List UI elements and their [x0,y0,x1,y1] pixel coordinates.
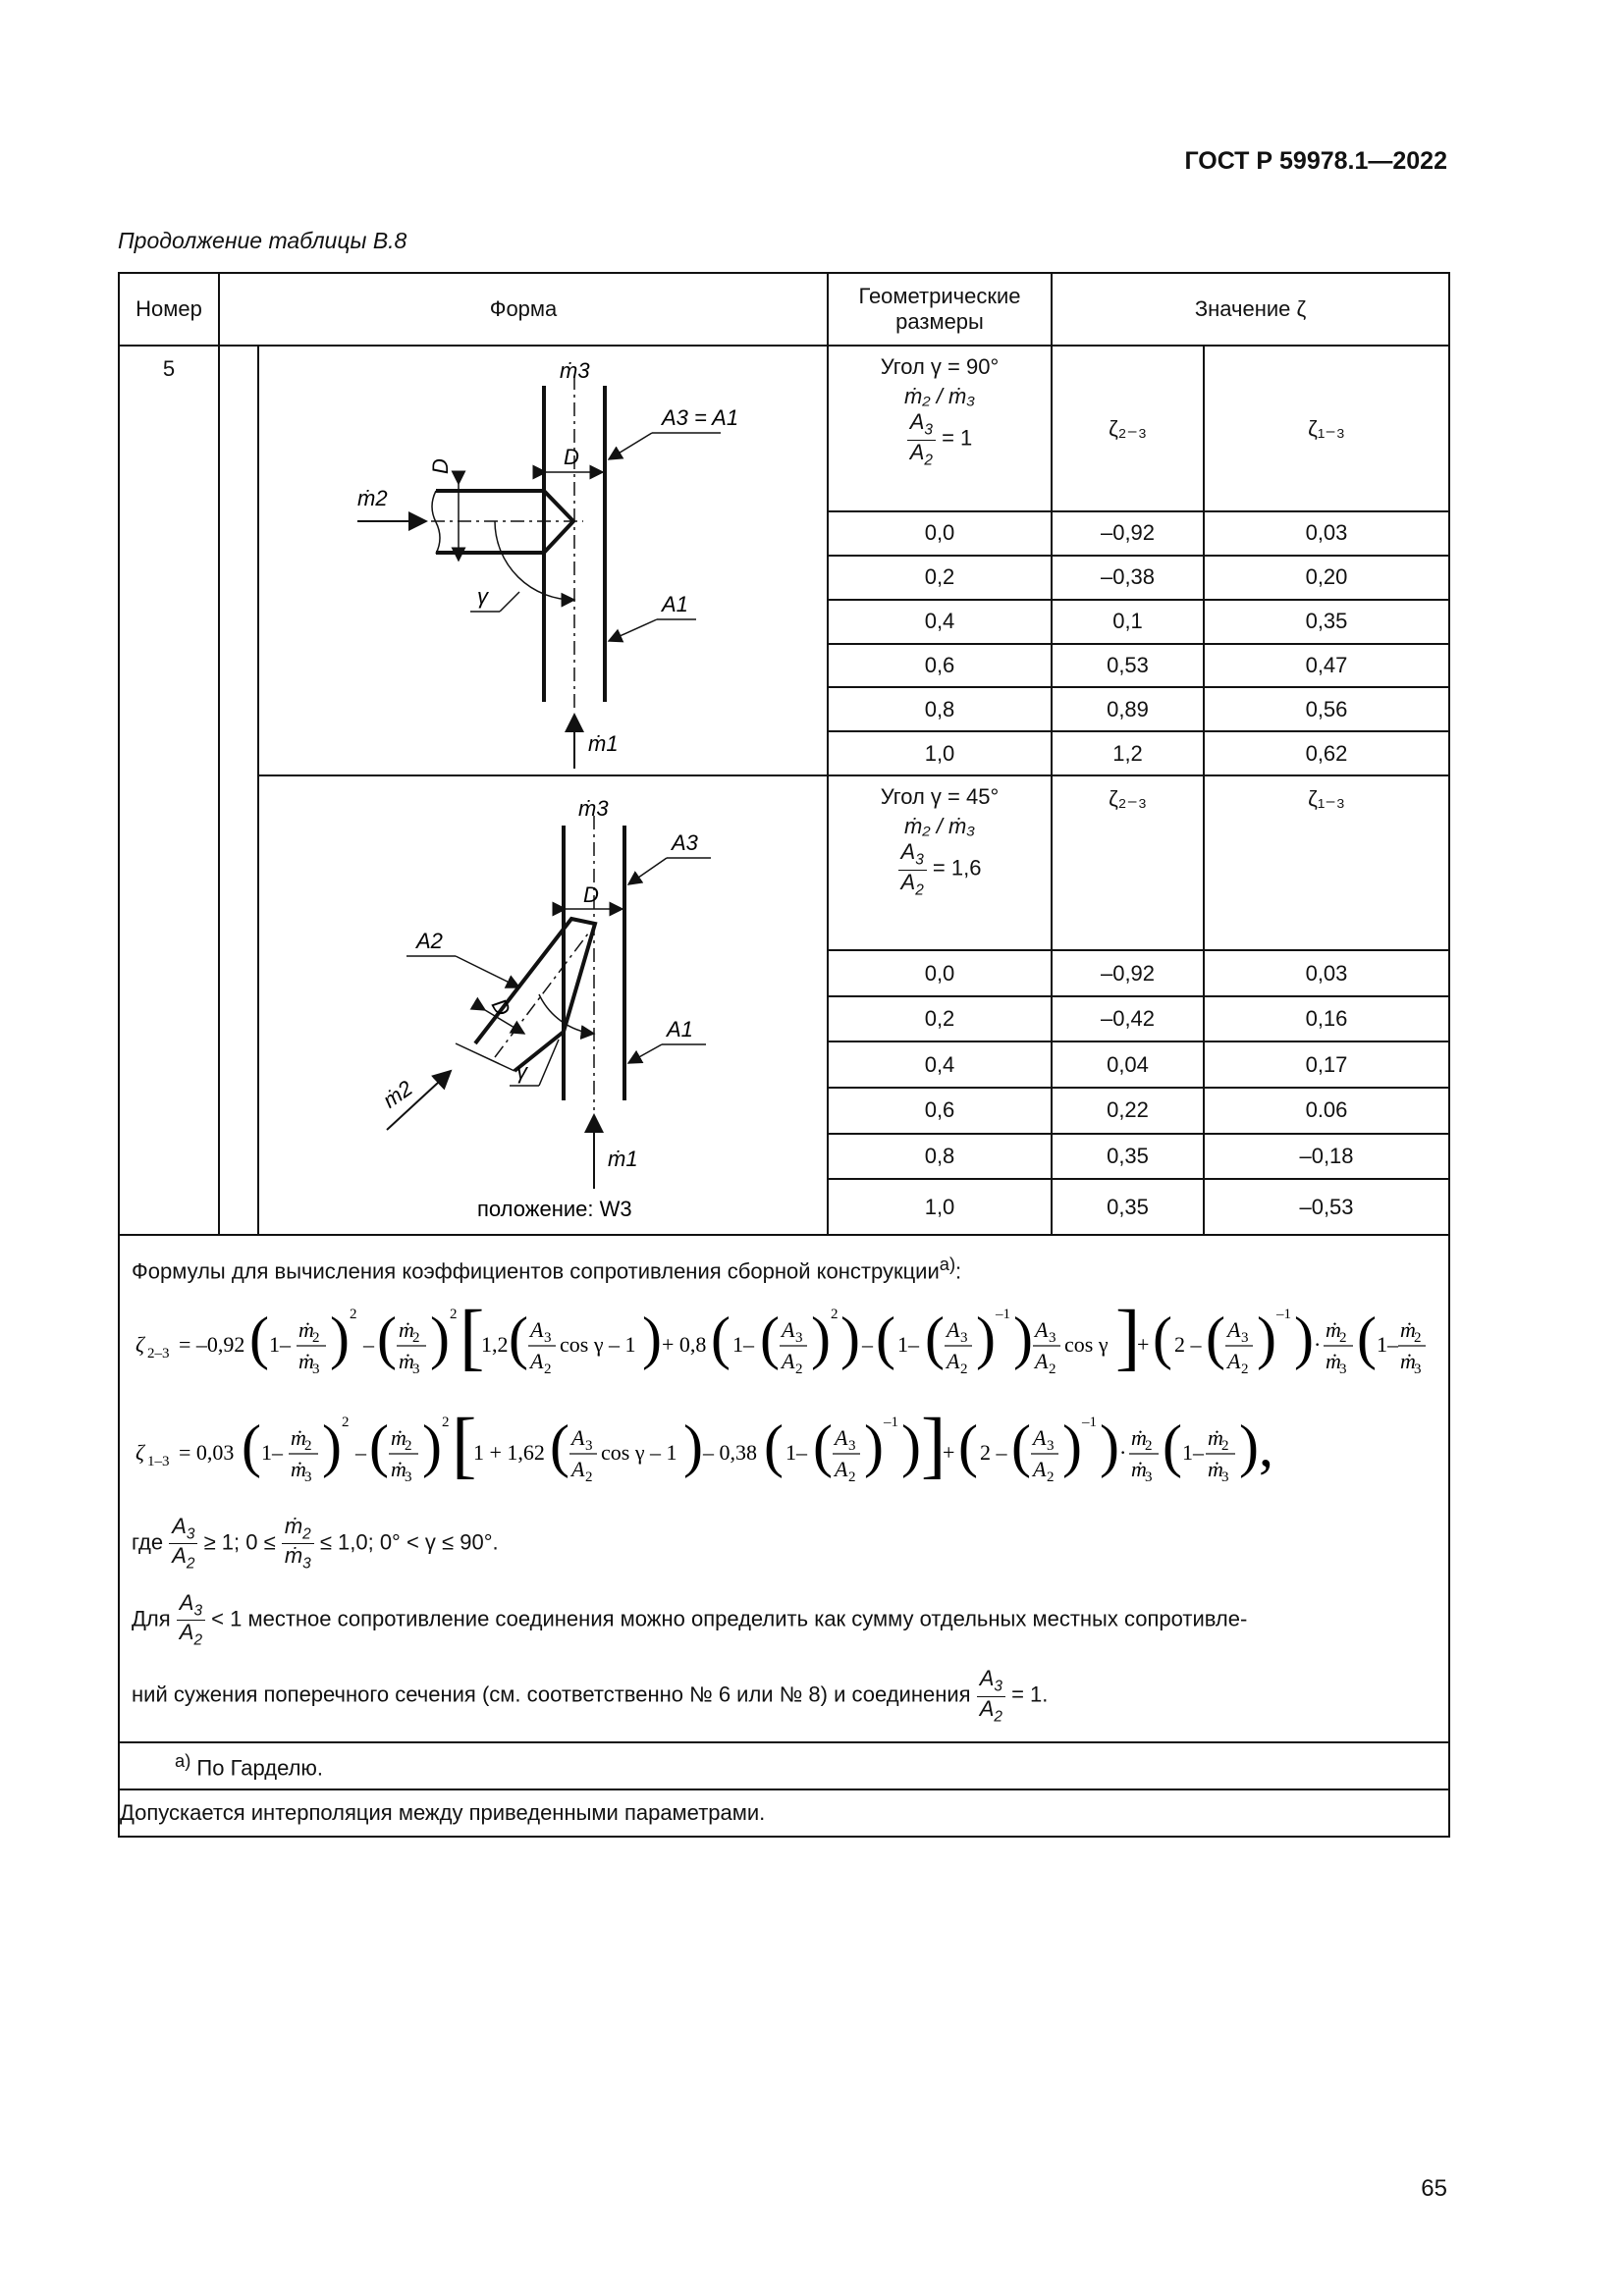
col-header-zeta: Значение ζ [1052,273,1449,346]
svg-text:ṁ: ṁ [391,1425,406,1451]
svg-text:1–: 1– [269,1332,291,1358]
dlya-tail: < 1 местное сопротивление соединения можно определить как сумму отдельных местных сопротивле- [211,1606,1248,1631]
svg-text:A: A [571,1425,585,1451]
svg-text:ṁ: ṁ [399,1349,414,1374]
fig2-m1-label: ṁ1 [608,1147,638,1171]
where-mass-fraction: $\frac{ṁ_2}{ṁ_3}$ [282,1515,314,1574]
cell-x: 0,8 [828,1134,1052,1180]
svg-text:): ) [422,1414,442,1479]
svg-text:): ) [430,1306,450,1371]
svg-text:2: 2 [1241,1362,1249,1378]
svg-text:A: A [1033,1425,1047,1451]
svg-text:): ) [840,1306,860,1371]
svg-text:1 + 1,62: 1 + 1,62 [473,1440,545,1466]
svg-text:2: 2 [342,1415,350,1431]
block2-zeta13-header: ζ₁₋₃ [1204,775,1449,950]
fig2-m3-label: ṁ3 [578,796,609,821]
fig2-a2-label: A2 [416,929,443,953]
svg-text:–: – [363,1332,374,1358]
cell-x: 1,0 [828,1179,1052,1235]
svg-text:3: 3 [795,1330,803,1347]
svg-text:ṁ: ṁ [1208,1425,1223,1451]
svg-text:ṁ: ṁ [291,1457,306,1482]
svg-text:(: ( [249,1306,269,1371]
svg-text:2–3: 2–3 [147,1346,170,1362]
svg-text:A: A [782,1317,795,1343]
svg-text:): ) [1100,1414,1119,1479]
block1-zeta23-header: ζ₂₋₃ [1052,346,1204,511]
svg-text:2: 2 [831,1307,839,1323]
svg-text:(: ( [760,1306,780,1371]
svg-text:A: A [1035,1317,1049,1343]
tee-45-diagram [259,776,829,1228]
fig2-gamma-label: γ [516,1059,527,1084]
svg-text:2: 2 [312,1330,320,1347]
page-number: 65 [1421,2175,1447,2202]
where-clause [132,1515,1436,1574]
block2-area-fraction: $\frac{A_3}{A_2}$ [898,840,927,899]
footnote-mark: а) [175,1750,191,1772]
svg-text:2: 2 [405,1438,412,1455]
figure-tee-90 [258,346,828,775]
zeta23-formula [132,1293,1437,1401]
svg-text:(: ( [242,1414,261,1479]
svg-text:A: A [571,1457,585,1482]
cell-z23: –0,42 [1052,996,1204,1042]
block2-angle: Угол γ = 45° [880,784,1000,809]
svg-text:ṁ: ṁ [1208,1457,1223,1482]
cell-z23: 0,89 [1052,687,1204,731]
fig2-d-branch: D [486,994,516,1021]
svg-text:(: ( [925,1306,945,1371]
svg-text:): ) [1013,1306,1033,1371]
fig2-a3-label: A3 [672,830,698,855]
formulas-row [119,1235,1449,1742]
svg-text:(: ( [377,1306,397,1371]
svg-text:1–: 1– [897,1332,919,1358]
svg-text:A: A [530,1349,544,1374]
svg-text:1–: 1– [1182,1440,1204,1466]
fig1-m2-label: ṁ2 [357,486,388,510]
svg-text:2 –: 2 – [1174,1332,1202,1358]
dlya-area-fraction: $\frac{A_3}{A_2}$ [177,1591,205,1650]
cell-z13: 0,03 [1204,950,1449,996]
svg-text:(: ( [369,1414,389,1479]
svg-text:1–3: 1–3 [147,1454,170,1470]
cell-x: 0,0 [828,950,1052,996]
svg-text:A: A [835,1425,848,1451]
cell-x: 0,0 [828,511,1052,556]
svg-text:3: 3 [405,1469,412,1486]
fig1-a3-eq-label: A3 = A1 [662,405,739,430]
svg-text:= 0,03: = 0,03 [179,1440,235,1466]
svg-text:ṁ: ṁ [1131,1457,1147,1482]
svg-text:(: ( [711,1306,731,1371]
svg-text:): ) [811,1306,831,1371]
svg-text:A: A [947,1317,960,1343]
svg-text:cos γ: cos γ [1064,1332,1109,1358]
svg-text:– 0,38: – 0,38 [703,1440,757,1466]
cell-x: 0,2 [828,556,1052,600]
block2-ratio: ṁ₂ / ṁ₃ [903,813,976,838]
svg-text:ṁ: ṁ [399,1317,414,1343]
svg-text:(: ( [1206,1306,1225,1371]
cell-z13: 0.06 [1204,1088,1449,1134]
formulas-intro-footnote-mark: а) [939,1254,956,1274]
svg-text:A: A [782,1349,795,1374]
item-number: 5 [119,346,219,1235]
block2-area-ratio-value: = 1,6 [932,856,982,881]
line2-text: ний сужения поперечного сечения (см. соответственно № 6 или № 8) и соединения [132,1682,971,1708]
svg-text:–1: –1 [996,1307,1010,1323]
svg-text:ṁ: ṁ [391,1457,406,1482]
svg-text:2: 2 [1049,1362,1056,1378]
cell-z13: –0,53 [1204,1179,1449,1235]
svg-text:2: 2 [450,1307,458,1323]
svg-text:ζ: ζ [135,1332,144,1358]
table-continuation-caption: Продолжение таблицы В.8 [118,228,407,253]
svg-text:–: – [862,1332,873,1358]
block1-area-ratio [829,410,1051,469]
footnote-row [119,1742,1449,1789]
cell-x: 0,6 [828,1088,1052,1134]
col-header-number: Номер [119,273,219,346]
cell-z23: 0,35 [1052,1134,1204,1180]
formulas-cell [119,1235,1449,1742]
svg-text:(: ( [813,1414,833,1479]
where-word: где [132,1529,164,1555]
svg-text:]: ] [921,1404,947,1487]
svg-text:3: 3 [848,1438,856,1455]
svg-text:2 –: 2 – [980,1440,1007,1466]
svg-text:·: · [1314,1332,1322,1358]
svg-text:A: A [530,1317,544,1343]
svg-text:1–: 1– [1377,1332,1398,1358]
svg-text:3: 3 [1241,1330,1249,1347]
line2-area-fraction: $\frac{A_3}{A_2}$ [977,1667,1005,1726]
svg-text:(: ( [1163,1414,1182,1479]
svg-text:A: A [1033,1457,1047,1482]
svg-text:ṁ: ṁ [1131,1425,1147,1451]
col-header-shape: Форма [219,273,828,346]
svg-text:): ) [1294,1306,1314,1371]
cell-x: 1,0 [828,731,1052,775]
note-cell: Допускается интерполяция между приведенными параметрами. [119,1789,1449,1837]
svg-text:ṁ: ṁ [298,1349,314,1374]
cell-z13: –0,18 [1204,1134,1449,1180]
cell-x: 0,2 [828,996,1052,1042]
svg-text:2: 2 [1145,1438,1153,1455]
fig1-a1-label: A1 [662,592,688,616]
fig1-gamma-label: γ [477,584,488,609]
svg-text:= –0,92: = –0,92 [179,1332,245,1358]
block2-area-ratio [829,840,1051,899]
cell-z23: 1,2 [1052,731,1204,775]
cell-z23: 0,1 [1052,600,1204,644]
svg-text:ṁ: ṁ [1400,1317,1416,1343]
svg-text:): ) [322,1414,342,1479]
fig2-a1-label: A1 [667,1017,693,1041]
svg-text:ṁ: ṁ [1400,1349,1416,1374]
tee-90-diagram [259,347,829,769]
line2-clause [132,1667,1436,1726]
cell-z23: 0,35 [1052,1179,1204,1235]
cell-z13: 0,56 [1204,687,1449,731]
svg-text:(: ( [509,1306,528,1371]
svg-text:): ) [642,1306,662,1371]
fig1-d-main: D [564,445,579,469]
svg-text:): ) [1062,1414,1082,1479]
svg-text:3: 3 [585,1438,593,1455]
svg-text:): ) [901,1414,921,1479]
svg-text:2: 2 [585,1469,593,1486]
fig2-d-main: D [583,882,599,907]
svg-text:cos γ – 1: cos γ – 1 [601,1440,677,1466]
cell-z23: 0,53 [1052,644,1204,688]
svg-text:3: 3 [1221,1469,1229,1486]
col-header-geom: Геометрические размеры [828,273,1052,346]
footnote-text: По Гарделю. [196,1755,324,1781]
block1-area-fraction: $\frac{A_3}{A_2}$ [907,410,936,469]
svg-text:–: – [355,1440,366,1466]
formulas-intro: Формулы для вычисления коэффициентов сопротивления сборной конструкции$^{а)}$: [132,1254,962,1284]
svg-text:2: 2 [1339,1330,1347,1347]
svg-text:+: + [1137,1332,1150,1358]
cell-z13: 0,47 [1204,644,1449,688]
svg-text:2: 2 [442,1415,450,1431]
svg-text:2: 2 [1414,1330,1422,1347]
svg-text:ṁ: ṁ [1326,1349,1341,1374]
cell-z23: –0,92 [1052,511,1204,556]
svg-text:A: A [1227,1317,1241,1343]
svg-text:2: 2 [350,1307,357,1323]
svg-text:2: 2 [795,1362,803,1378]
figure-tee-45 [258,775,828,1235]
block1-geom-header [828,346,1052,511]
footnote-cell [119,1742,1449,1789]
svg-text:3: 3 [1414,1362,1422,1378]
svg-text:2: 2 [304,1438,312,1455]
svg-text:(: ( [1357,1306,1377,1371]
svg-text:(: ( [764,1414,784,1479]
zeta13-formula [132,1401,1437,1509]
block1-zeta13-header: ζ₁₋₃ [1204,346,1449,511]
fig2-m2-label: ṁ2 [378,1075,417,1113]
svg-text:[: [ [452,1404,477,1487]
cell-z23: 0,04 [1052,1041,1204,1088]
svg-text:1–: 1– [785,1440,807,1466]
svg-text:1,2: 1,2 [481,1332,509,1358]
svg-text:·: · [1119,1440,1127,1466]
svg-text:–1: –1 [1276,1307,1291,1323]
svg-text:): ) [683,1414,703,1479]
fig2-position-label: положение: W3 [477,1197,632,1221]
svg-text:3: 3 [1049,1330,1056,1347]
svg-text:3: 3 [312,1362,320,1378]
fig1-m1-label: ṁ1 [588,731,619,756]
block1-head-row [119,346,1449,511]
cell-z13: 0,17 [1204,1041,1449,1088]
svg-text:(: ( [876,1306,895,1371]
svg-text:(: ( [958,1414,978,1479]
svg-text:): ) [864,1414,884,1479]
svg-text:[: [ [460,1296,485,1379]
line2-tail: = 1. [1011,1682,1049,1708]
svg-text:2: 2 [848,1469,856,1486]
cell-z13: 0,16 [1204,996,1449,1042]
fig1-m3-label: ṁ3 [560,358,590,383]
svg-text:]: ] [1115,1296,1141,1379]
cell-z13: 0,20 [1204,556,1449,600]
cell-z13: 0,35 [1204,600,1449,644]
dlya-clause [132,1591,1436,1650]
svg-text:),: ), [1239,1414,1273,1479]
where-tail2: ≤ 1,0; 0° < γ ≤ 90°. [319,1529,499,1555]
svg-text:–1: –1 [1082,1415,1097,1431]
svg-text:+ 0,8: + 0,8 [662,1332,707,1358]
svg-text:2: 2 [1047,1469,1055,1486]
cell-x: 0,6 [828,644,1052,688]
svg-text:A: A [1035,1349,1049,1374]
cell-z23: –0,38 [1052,556,1204,600]
formulas-intro-text: Формулы для вычисления коэффициентов сопротивления сборной конструкции [132,1258,940,1284]
svg-text:cos γ – 1: cos γ – 1 [560,1332,636,1358]
svg-text:3: 3 [1145,1469,1153,1486]
svg-text:3: 3 [304,1469,312,1486]
document-id: ГОСТ Р 59978.1—2022 [1184,147,1447,175]
svg-text:–1: –1 [884,1415,898,1431]
svg-text:(: ( [1153,1306,1172,1371]
block2-geom-header [828,775,1052,950]
svg-text:A: A [1227,1349,1241,1374]
cell-z23: 0,22 [1052,1088,1204,1134]
svg-text:A: A [947,1349,960,1374]
svg-text:2: 2 [960,1362,968,1378]
where-tail: ≥ 1; 0 ≤ [203,1529,276,1555]
cell-x: 0,4 [828,600,1052,644]
svg-text:(: ( [1011,1414,1031,1479]
table-header-row [119,273,1449,346]
svg-text:2: 2 [544,1362,552,1378]
svg-text:ζ: ζ [135,1440,144,1466]
svg-text:1–: 1– [732,1332,754,1358]
cell-x: 0,4 [828,1041,1052,1088]
note-row [119,1789,1449,1837]
svg-text:ṁ: ṁ [291,1425,306,1451]
svg-text:3: 3 [412,1362,420,1378]
svg-text:(: ( [550,1414,569,1479]
cell-z13: 0,62 [1204,731,1449,775]
svg-text:ṁ: ṁ [1326,1317,1341,1343]
svg-text:+: + [943,1440,955,1466]
block2-zeta23-header: ζ₂₋₃ [1052,775,1204,950]
svg-text:3: 3 [1339,1362,1347,1378]
svg-text:2: 2 [1221,1438,1229,1455]
svg-text:2: 2 [412,1330,420,1347]
resistance-table [118,272,1450,1838]
block2-head-row [119,775,1449,950]
svg-text:): ) [976,1306,996,1371]
cell-z13: 0,03 [1204,511,1449,556]
svg-text:3: 3 [544,1330,552,1347]
where-area-fraction: $\frac{A_3}{A_2}$ [169,1515,197,1574]
cell-z23: –0,92 [1052,950,1204,996]
group-label [219,346,258,1235]
svg-text:): ) [330,1306,350,1371]
block1-area-ratio-value: = 1 [942,426,973,452]
svg-text:ṁ: ṁ [298,1317,314,1343]
fig1-d-branch: D [428,458,453,474]
block1-ratio: ṁ₂ / ṁ₃ [903,383,976,408]
svg-text:3: 3 [960,1330,968,1347]
svg-text:3: 3 [1047,1438,1055,1455]
dlya-word: Для [132,1606,171,1631]
cell-x: 0,8 [828,687,1052,731]
svg-text:A: A [835,1457,848,1482]
svg-text:1–: 1– [261,1440,283,1466]
svg-text:): ) [1257,1306,1276,1371]
block1-angle: Угол γ = 90° [880,354,1000,379]
